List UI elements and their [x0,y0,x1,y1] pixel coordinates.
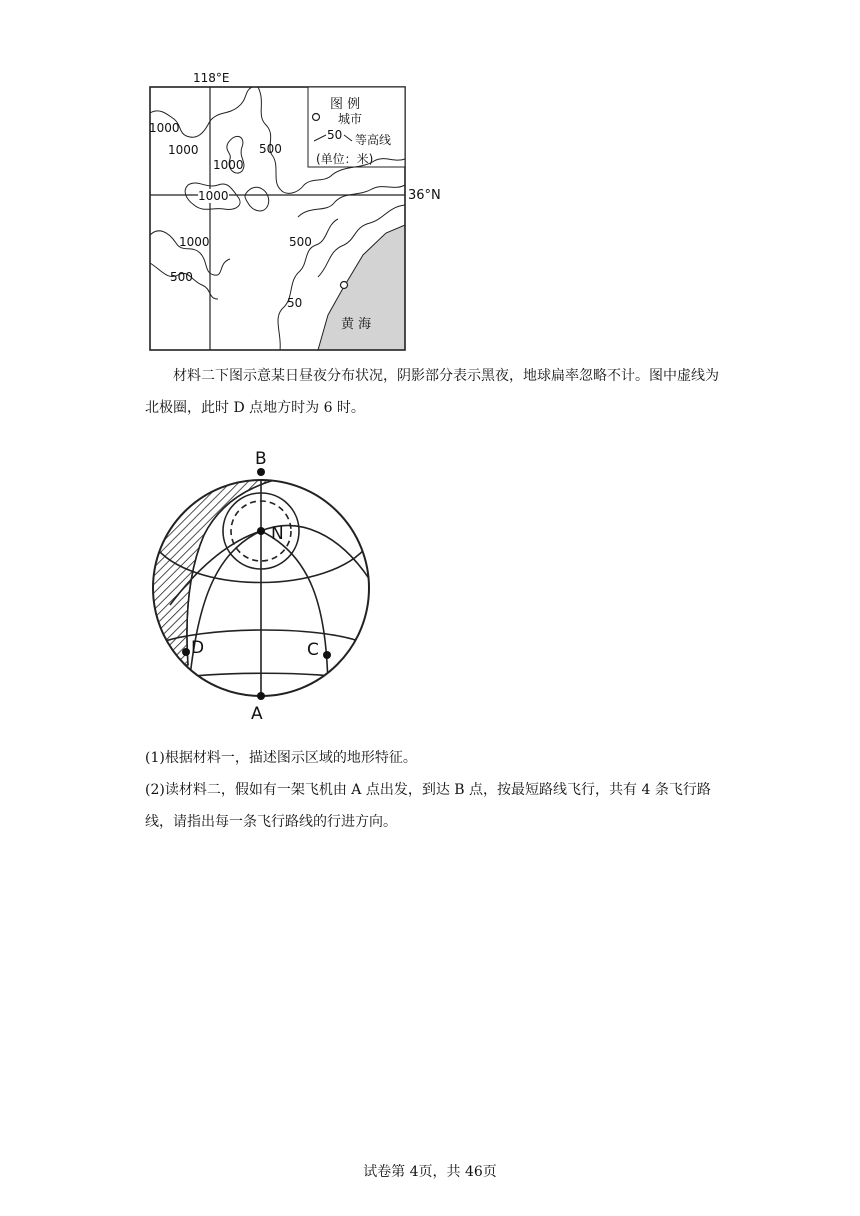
topographic-map [148,85,448,355]
contour-label: 1000 [149,121,180,135]
contour-label: 1000 [198,189,229,203]
point-a-label: A [251,704,263,724]
page-footer: 试卷第 4页，共 46页 [363,1164,497,1180]
point-b-marker [257,468,265,476]
contour-500-east [298,185,405,217]
legend-contour-label: 等高线 [355,133,392,147]
legend-city-label: 城市 [338,112,363,126]
point-c-marker [323,651,331,659]
legend-unit: (单位：米) [316,152,374,166]
point-n-label: N [271,524,284,544]
legend-title: 图 例 [330,97,361,112]
material2-text: 材料二下图示意某日昼夜分布状况，阴影部分表示黑夜，地球扁率忽略不计。图中虚线为北极圈，此时 D 点地方时为 6 时。 [145,368,719,416]
questions-block [145,742,725,838]
question-2: (2)读材料二，假如有一架飞机由 A 点出发，到达 B 点，按最短路线飞行，共有 4 条飞行路线，请指出每一条飞行路线的行进方向。 [145,782,711,830]
question-1: (1)根据材料一，描述图示区域的地形特征。 [145,750,417,766]
contour-label: 50 [287,296,303,310]
material2-paragraph [145,360,725,424]
contour-label: 500 [259,142,282,156]
contour-label: 1000 [168,143,199,157]
point-c-label: C [307,640,319,660]
meridian-west [188,531,261,696]
point-n-marker [257,527,265,535]
contour-500-inner [245,187,269,211]
latitude-label: 36°N [408,188,441,203]
legend-contour-value: 50 [327,128,343,142]
day-night-globe [140,445,390,730]
longitude-label: 118°E [193,71,230,85]
sea-label: 黄 海 [341,317,372,332]
point-d-marker [182,648,190,656]
meridian-east [261,531,328,696]
night-region [140,475,286,665]
city-marker [341,282,348,289]
contour-label: 500 [289,235,312,249]
point-a-marker [257,692,265,700]
point-d-label: D [191,638,205,658]
contour-label: 500 [170,270,193,284]
legend-city-icon [313,114,320,121]
contour-label: 1000 [179,235,210,249]
contour-label: 1000 [213,158,244,172]
point-b-label: B [255,449,267,469]
